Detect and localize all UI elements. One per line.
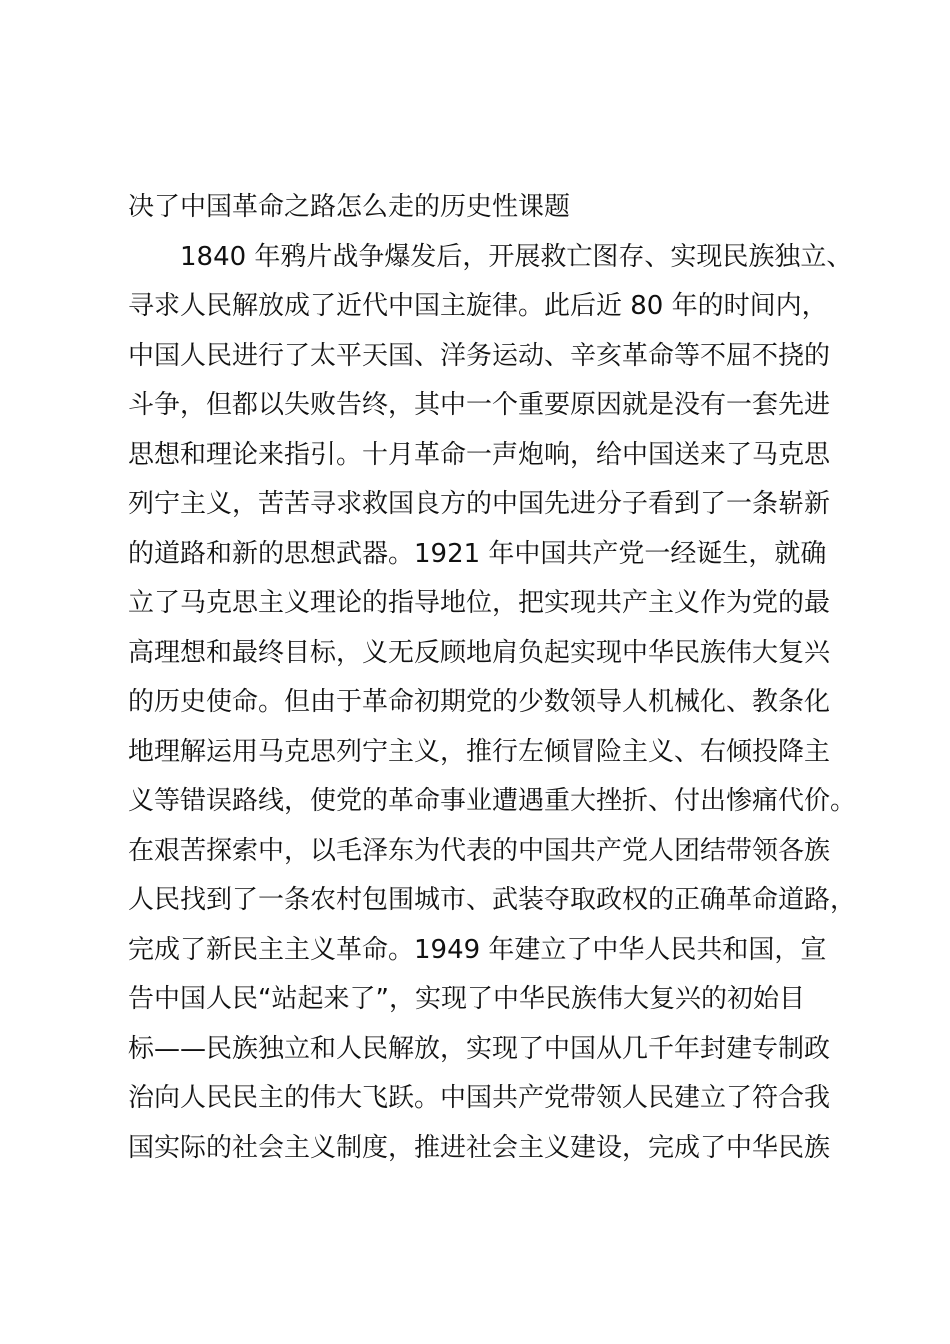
paragraph-line: 中国人民进行了太平天国、洋务运动、辛亥革命等不屈不挠的: [128, 340, 831, 371]
heading-continuation: 决了中国革命之路怎么走的历史性课题: [128, 192, 571, 222]
paragraph-line: 告中国人民“站起来了”，实现了中华民族伟大复兴的初始目: [128, 984, 805, 1014]
paragraph-line: 地理解运用马克思列宁主义，推行左倾冒险主义、右倾投降主: [128, 736, 831, 767]
paragraph-line: 人民找到了一条农村包围城市、武装夺取政权的正确革命道路，: [128, 885, 857, 915]
body-text: [128, 183, 858, 1173]
paragraph-line: 国实际的社会主义制度，推进社会主义建设，完成了中华民族: [128, 1132, 831, 1163]
paragraph-line: 斗争，但都以失败告终，其中一个重要原因就是没有一套先进: [128, 390, 831, 420]
paragraph-line: 标——民族独立和人民解放，实现了中国从几千年封建专制政: [128, 1033, 831, 1064]
paragraph-line: 立了马克思主义理论的指导地位，把实现共产主义作为党的最: [128, 588, 831, 618]
paragraph-line: 列宁主义，苦苦寻求救国良方的中国先进分子看到了一条崭新: [128, 489, 831, 519]
paragraph-line: 的历史使命。但由于革命初期党的少数领导人机械化、教条化: [128, 687, 831, 717]
paragraph-line: 高理想和最终目标，义无反顾地肩负起实现中华民族伟大复兴: [128, 637, 831, 668]
paragraph-line: 1840 年鸦片战争爆发后，开展救亡图存、实现民族独立、: [180, 241, 853, 272]
paragraph-line: 治向人民民主的伟大飞跃。中国共产党带领人民建立了符合我: [128, 1083, 831, 1113]
paragraph-line: 在艰苦探索中，以毛泽东为代表的中国共产党人团结带领各族: [128, 835, 831, 866]
paragraph-line: 完成了新民主主义革命。1949 年建立了中华人民共和国，宣: [128, 934, 827, 965]
paragraph-line: 寻求人民解放成了近代中国主旋律。此后近 80 年的时间内，: [128, 291, 828, 321]
paragraph-line: 的道路和新的思想武器。1921 年中国共产党一经诞生，就确: [128, 538, 827, 569]
paragraph-line: 思想和理论来指引。十月革命一声炮响，给中国送来了马克思: [128, 439, 831, 470]
paragraph-line: 义等错误路线，使党的革命事业遭遇重大挫折、付出惨痛代价。: [128, 786, 857, 816]
